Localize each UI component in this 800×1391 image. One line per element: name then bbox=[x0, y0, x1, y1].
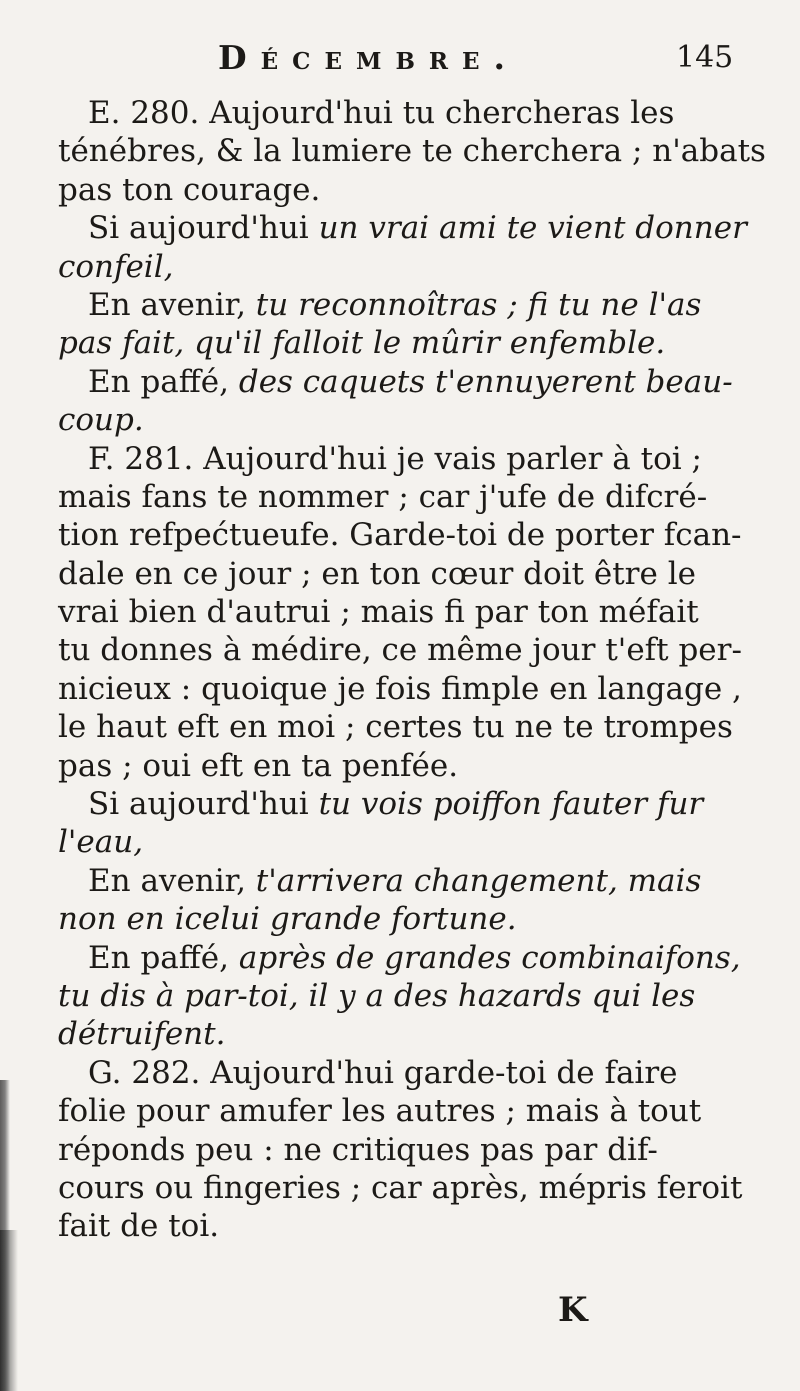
line-text: Si aujourd'hui bbox=[88, 210, 319, 247]
line-text: En paffé, bbox=[88, 363, 239, 400]
text-line bbox=[58, 209, 758, 247]
text-line bbox=[58, 862, 758, 900]
text-line bbox=[58, 785, 758, 823]
text-line bbox=[58, 132, 766, 170]
line-text: folie pour amufer les autres ; mais à tout bbox=[58, 1093, 702, 1130]
text-line bbox=[58, 708, 758, 746]
text-line bbox=[58, 1207, 758, 1245]
line-text: nicieux : quoique je fois fimple en langage , bbox=[58, 670, 742, 707]
line-italic: confeil, bbox=[58, 248, 174, 285]
text-line bbox=[58, 900, 758, 938]
line-text: En paffé, bbox=[88, 939, 239, 976]
line-text: dale en ce jour ; en ton cœur doit être le bbox=[58, 555, 696, 592]
line-text: cours ou fingeries ; car après, mépris feroit bbox=[58, 1169, 743, 1206]
line-italic: pas fait, qu'il falloit le mûrir enfemble. bbox=[58, 325, 666, 362]
text-line bbox=[58, 747, 758, 785]
line-text: pas ; oui eft en ta penfée. bbox=[58, 747, 459, 784]
line-italic: un vrai ami te vient donner bbox=[318, 210, 747, 247]
body-text bbox=[58, 94, 766, 1246]
text-line bbox=[58, 823, 758, 861]
signature-mark: K bbox=[558, 1290, 588, 1330]
line-italic: tu vois poiffon fauter fur bbox=[318, 786, 704, 823]
page-number: 145 bbox=[676, 40, 734, 75]
line-text: réponds peu : ne critiques pas par dif- bbox=[58, 1131, 658, 1168]
line-text: En avenir, bbox=[88, 862, 256, 899]
line-text: fait de toi. bbox=[58, 1208, 220, 1245]
line-text: vrai bien d'autrui ; mais fi par ton méfait bbox=[58, 594, 699, 631]
line-text: G. 282. Aujourd'hui garde-toi de faire bbox=[88, 1054, 678, 1091]
line-text: tion refpećtueufe. Garde-toi de porter fcan- bbox=[58, 517, 742, 554]
line-text: F. 281. Aujourd'hui je vais parler à toi ; bbox=[88, 440, 702, 477]
line-italic: t'arrivera changement, mais bbox=[255, 862, 702, 899]
text-line bbox=[58, 670, 758, 708]
line-italic: après de grandes combinaifons, bbox=[238, 939, 741, 976]
text-line bbox=[58, 401, 758, 439]
line-text: tu donnes à médire, ce même jour t'eft per- bbox=[58, 632, 742, 669]
text-line bbox=[58, 1092, 758, 1130]
line-text: E. 280. Aujourd'hui tu chercheras les bbox=[88, 95, 675, 131]
line-text: pas ton courage. bbox=[58, 171, 321, 208]
text-line bbox=[58, 939, 758, 977]
line-text: Si aujourd'hui bbox=[88, 786, 319, 823]
text-line bbox=[58, 440, 758, 478]
line-text: ténébres, & la lumiere te cherchera ; n'abats bbox=[58, 133, 766, 170]
line-italic: non en icelui grande fortune. bbox=[58, 901, 517, 938]
line-text: En avenir, bbox=[88, 286, 256, 323]
text-line bbox=[58, 631, 758, 669]
text-line bbox=[58, 516, 758, 554]
text-line bbox=[58, 1015, 758, 1053]
binding-shadow-dark bbox=[0, 1230, 18, 1391]
line-italic: tu reconnoîtras ; fi tu ne l'as bbox=[255, 286, 702, 323]
text-line bbox=[58, 1169, 758, 1207]
text-line bbox=[58, 286, 758, 324]
text-line bbox=[58, 324, 758, 362]
text-line bbox=[58, 478, 758, 516]
text-line bbox=[58, 363, 758, 401]
line-italic: l'eau, bbox=[58, 824, 144, 861]
page-header bbox=[0, 38, 800, 86]
text-line bbox=[58, 248, 758, 286]
text-line bbox=[58, 94, 758, 132]
text-line bbox=[58, 977, 758, 1015]
text-line bbox=[58, 1054, 758, 1092]
text-line bbox=[58, 593, 758, 631]
text-line bbox=[58, 171, 758, 209]
text-line bbox=[58, 1131, 758, 1169]
running-title: Décembre. bbox=[218, 38, 520, 77]
line-text: le haut eft en moi ; certes tu ne te trompes bbox=[58, 709, 733, 746]
line-italic: tu dis à par-toi, il y a des hazards qui les bbox=[58, 977, 696, 1014]
line-italic: des caquets t'ennuyerent beau- bbox=[238, 363, 733, 400]
line-text: mais fans te nommer ; car j'ufe de difcré- bbox=[58, 478, 708, 515]
line-italic: détruifent. bbox=[58, 1016, 226, 1053]
text-line bbox=[58, 555, 758, 593]
line-italic: coup. bbox=[58, 402, 144, 439]
